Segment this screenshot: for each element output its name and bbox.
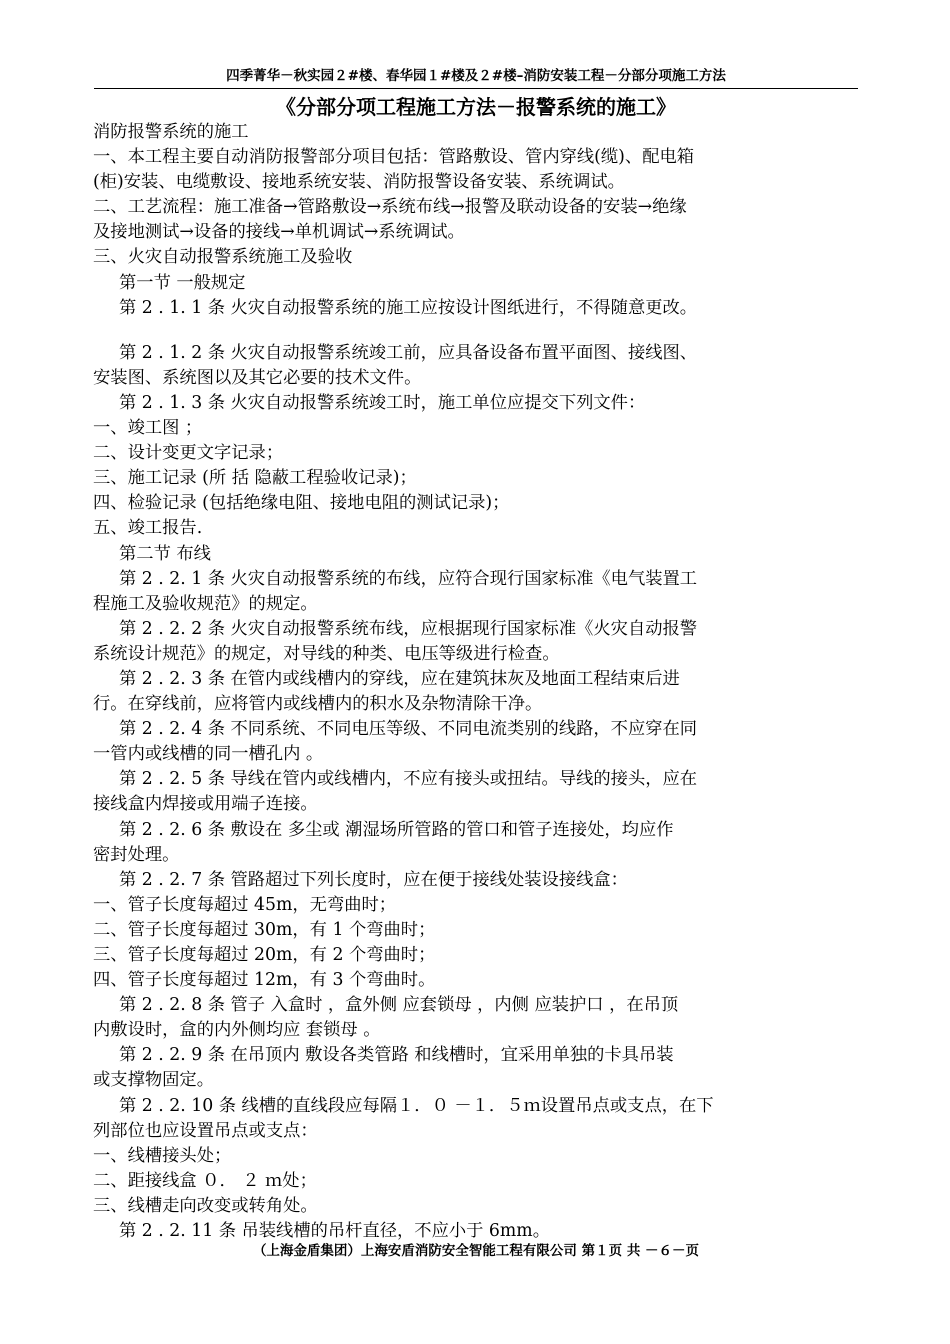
article-line: 第 2 . 2. 11 条 吊装线槽的吊杆直径，不应小于 6mm。 xyxy=(119,1221,550,1242)
paragraph-line: 一、本工程主要自动消防报警部分项目包括：管路敷设、管内穿线(缆)、配电箱 xyxy=(93,147,695,168)
paragraph-line: 及接地测试→设备的接线→单机调试→系统调试。 xyxy=(93,222,465,243)
list-item: 二、管子长度每超过 30m，有 1 个弯曲时； xyxy=(93,919,436,940)
paragraph-line: (柜)安装、电缆敷设、接地系统安装、消防报警设备安装、系统调试。 xyxy=(93,172,625,193)
subsection-heading: 第一节 一般规定 xyxy=(119,272,246,293)
list-item: 三、管子长度每超过 20m，有 2 个弯曲时； xyxy=(93,945,436,965)
article-line: 第 2 . 2. 9 条 在吊顶内 敷设各类管路 和线槽时，宜采用单独的卡具吊装 xyxy=(119,1045,674,1066)
article-line: 第 2 . 2. 3 条 在管内或线槽内的穿线，应在建筑抹灰及地面工程结束后进 xyxy=(119,668,680,689)
article-line: 第 2 . 2. 6 条 敷设在 多尘或 潮湿场所管路的管口和管子连接处，均应作 xyxy=(119,819,674,840)
paragraph-line: 列部位也应设置吊点或支点： xyxy=(93,1120,318,1141)
list-item: 一、管子长度每超过 45m，无弯曲时； xyxy=(93,894,397,915)
list-item: 五、竣工报告. xyxy=(93,518,203,539)
article-line: 第 2 . 1. 3 条 火灾自动报警系统竣工时，施工单位应提交下列文件： xyxy=(119,392,646,413)
article-line: 第 2 . 2. 7 条 管路超过下列长度时，应在便于接线处装设接线盒： xyxy=(119,869,628,890)
list-item: 二、设计变更文字记录； xyxy=(93,443,284,464)
paragraph-line: 密封处理。 xyxy=(93,844,180,865)
list-item: 四、检验记录 (包括绝缘电阻、接地电阻的测试记录)； xyxy=(93,493,510,514)
section-heading: 三、火灾自动报警系统施工及验收 xyxy=(93,247,353,268)
article-line: 第 2 . 2. 5 条 导线在管内或线槽内，不应有接头或扭结。导线的接头，应在 xyxy=(119,769,698,790)
article-line: 第 2 . 2. 2 条 火灾自动报警系统布线，应根据现行国家标准《火灾自动报警 xyxy=(119,618,698,639)
paragraph-line: 二、工艺流程：施工准备→管路敷设→系统布线→报警及联动设备的安装→绝缘 xyxy=(93,197,687,218)
paragraph-line: 安装图、系统图以及其它必要的技术文件。 xyxy=(93,367,422,388)
list-item: 二、距接线盒 ０． ２ ｍ处； xyxy=(93,1170,317,1191)
list-item: 四、管子长度每超过 12m，有 3 个弯曲时。 xyxy=(93,970,436,991)
list-item: 一、线槽接头处； xyxy=(93,1145,232,1166)
article-line: 第 2 . 2. 8 条 管子 入盒时 ，盒外侧 应套锁母 ，内侧 应装护口 ，在吊顶 xyxy=(119,995,679,1016)
article-line: 第 2 . 2. 10 条 线槽的直线段应每隔１．０ －１．５ｍ设置吊点或支点，在下 xyxy=(119,1095,714,1116)
section-heading: 消防报警系统的施工 xyxy=(93,122,249,142)
paragraph-line: 程施工及验收规范》的规定。 xyxy=(93,593,318,614)
list-item: 一、竣工图 ； xyxy=(93,418,203,439)
document-title: 《分部分项工程施工方法－报警系统的施工》 xyxy=(276,95,676,119)
page-footer: （上海金盾集团）上海安盾消防安全智能工程有限公司 第１页 共 －６－页 xyxy=(252,1243,700,1259)
article-line: 第 2 . 2. 4 条 不同系统、不同电压等级、不同电流类别的线路，不应穿在同 xyxy=(119,719,698,740)
paragraph-line: 或支撑物固定。 xyxy=(93,1070,214,1091)
page-header: 四季菁华－秋实园２#楼、春华园１#楼及２#楼–消防安装工程－分部分项施工方法 xyxy=(226,68,726,84)
body-text xyxy=(93,120,863,1244)
subsection-heading: 第二节 布线 xyxy=(119,543,211,564)
blank-line xyxy=(93,321,863,341)
list-item: 三、施工记录 (所 括 隐蔽工程验收记录)； xyxy=(93,468,417,489)
paragraph-line: 内敷设时，盒的内外侧均应 套锁母 。 xyxy=(93,1020,381,1041)
paragraph-line: 一管内或线槽的同一槽孔内 。 xyxy=(93,744,324,765)
header-rule xyxy=(94,88,858,89)
article-line: 第 2 . 2. 1 条 火灾自动报警系统的布线，应符合现行国家标准《电气装置工 xyxy=(119,568,698,589)
paragraph-line: 接线盒内焊接或用端子连接。 xyxy=(93,794,318,815)
article-line: 第 2 . 1. 1 条 火灾自动报警系统的施工应按设计图纸进行，不得随意更改。 xyxy=(119,297,698,318)
article-line: 第 2 . 1. 2 条 火灾自动报警系统竣工前，应具备设备布置平面图、接线图、 xyxy=(119,342,698,363)
paragraph-line: 系统设计规范》的规定，对导线的种类、电压等级进行检查。 xyxy=(93,643,560,664)
paragraph-line: 行。在穿线前，应将管内或线槽内的积水及杂物清除干净。 xyxy=(93,694,543,715)
list-item: 三、线槽走向改变或转角处。 xyxy=(93,1195,318,1216)
